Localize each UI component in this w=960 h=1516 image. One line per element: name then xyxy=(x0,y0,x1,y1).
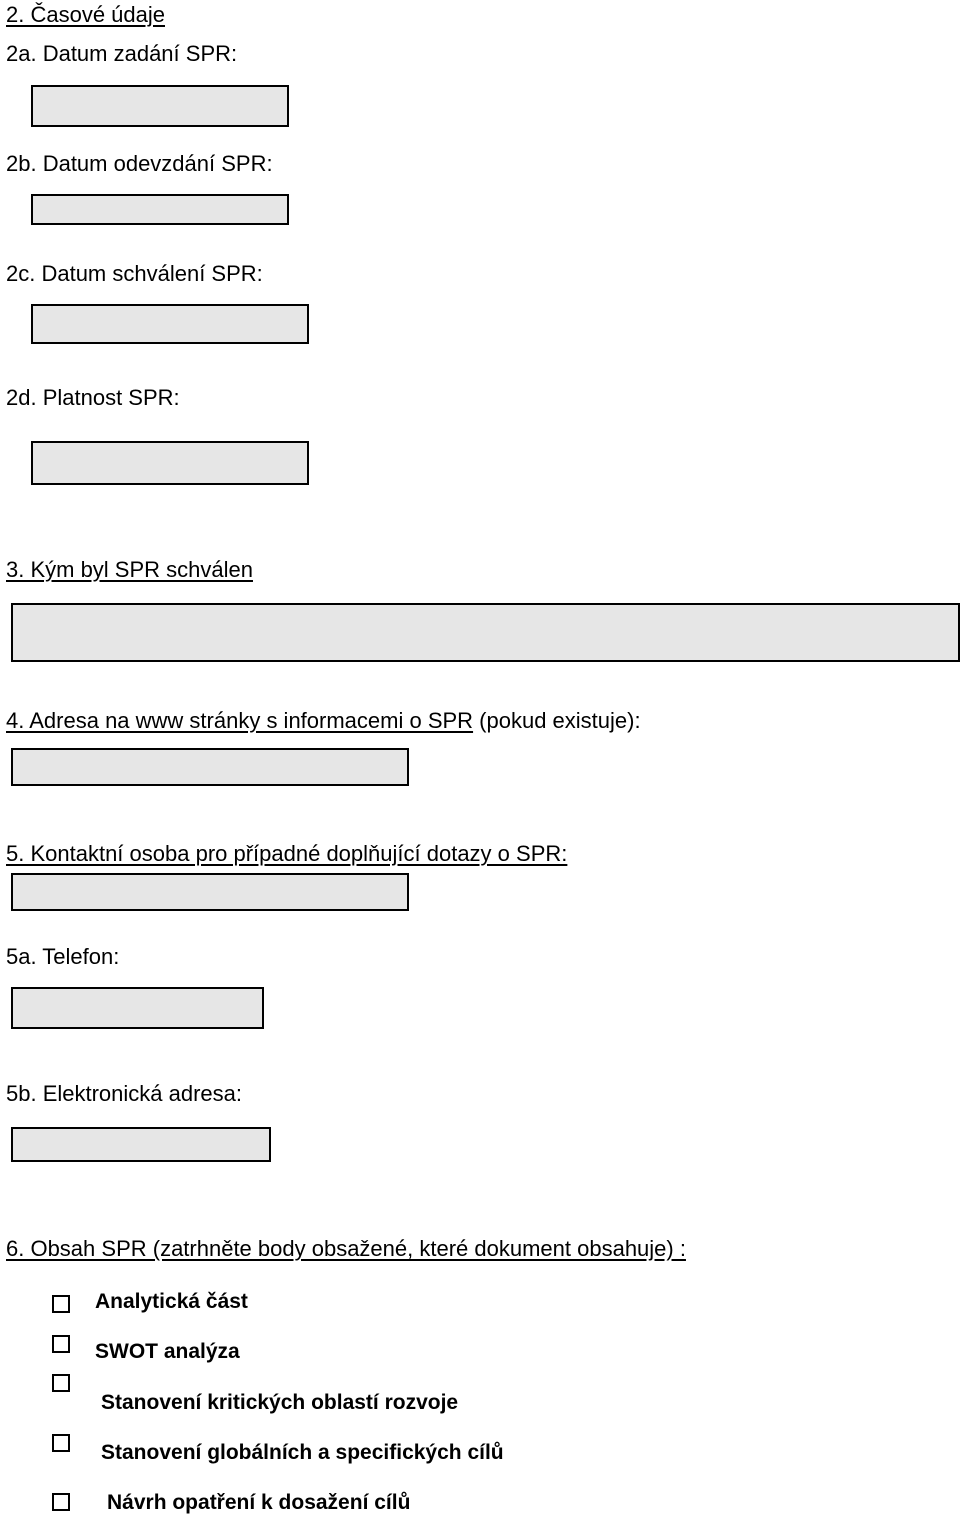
approved-by-label: 3. Kým byl SPR schválen xyxy=(6,557,253,582)
email-label: 5b. Elektronická adresa: xyxy=(6,1081,243,1106)
checkbox-goals[interactable] xyxy=(52,1434,70,1452)
content-checklist-label: 6. Obsah SPR (zatrhněte body obsažené, které dokument obsahuje) : xyxy=(6,1236,686,1261)
checkbox-label-swot-analysis: SWOT analýza xyxy=(95,1340,240,1363)
www-address-label-main: 4. Adresa na www stránky s informacemi o SPR xyxy=(6,708,474,733)
date-submitted-field[interactable] xyxy=(31,194,289,225)
validity-label: 2d. Platnost SPR: xyxy=(6,385,180,410)
checkbox-critical-areas[interactable] xyxy=(52,1374,70,1392)
checkbox-label-measures: Návrh opatření k dosažení cílů xyxy=(107,1491,411,1514)
date-assigned-label: 2a. Datum zadání SPR: xyxy=(6,41,238,66)
checkbox-label-critical-areas: Stanovení kritických oblastí rozvoje xyxy=(101,1391,459,1414)
phone-field[interactable] xyxy=(11,987,264,1029)
www-address-field[interactable] xyxy=(11,748,409,786)
date-approved-label: 2c. Datum schválení SPR: xyxy=(6,261,263,286)
validity-field[interactable] xyxy=(31,441,309,485)
www-address-label-note: (pokud existuje): xyxy=(473,708,641,733)
checkbox-swot-analysis[interactable] xyxy=(52,1335,70,1353)
contact-person-field[interactable] xyxy=(11,873,409,911)
checkbox-measures[interactable] xyxy=(52,1493,70,1511)
checkbox-analytical-part[interactable] xyxy=(52,1295,70,1313)
www-address-label xyxy=(6,708,641,734)
date-submitted-label: 2b. Datum odevzdání SPR: xyxy=(6,151,273,176)
date-assigned-field[interactable] xyxy=(31,85,289,127)
checkbox-label-goals: Stanovení globálních a specifických cílů xyxy=(101,1441,504,1464)
checkbox-label-analytical-part: Analytická část xyxy=(95,1290,248,1313)
section-2-title: 2. Časové údaje xyxy=(6,2,165,27)
approved-by-field[interactable] xyxy=(11,603,960,662)
contact-person-label: 5. Kontaktní osoba pro případné doplňující dotazy o SPR: xyxy=(6,841,568,866)
email-field[interactable] xyxy=(11,1127,271,1162)
phone-label: 5a. Telefon: xyxy=(6,944,120,969)
date-approved-field[interactable] xyxy=(31,304,309,344)
